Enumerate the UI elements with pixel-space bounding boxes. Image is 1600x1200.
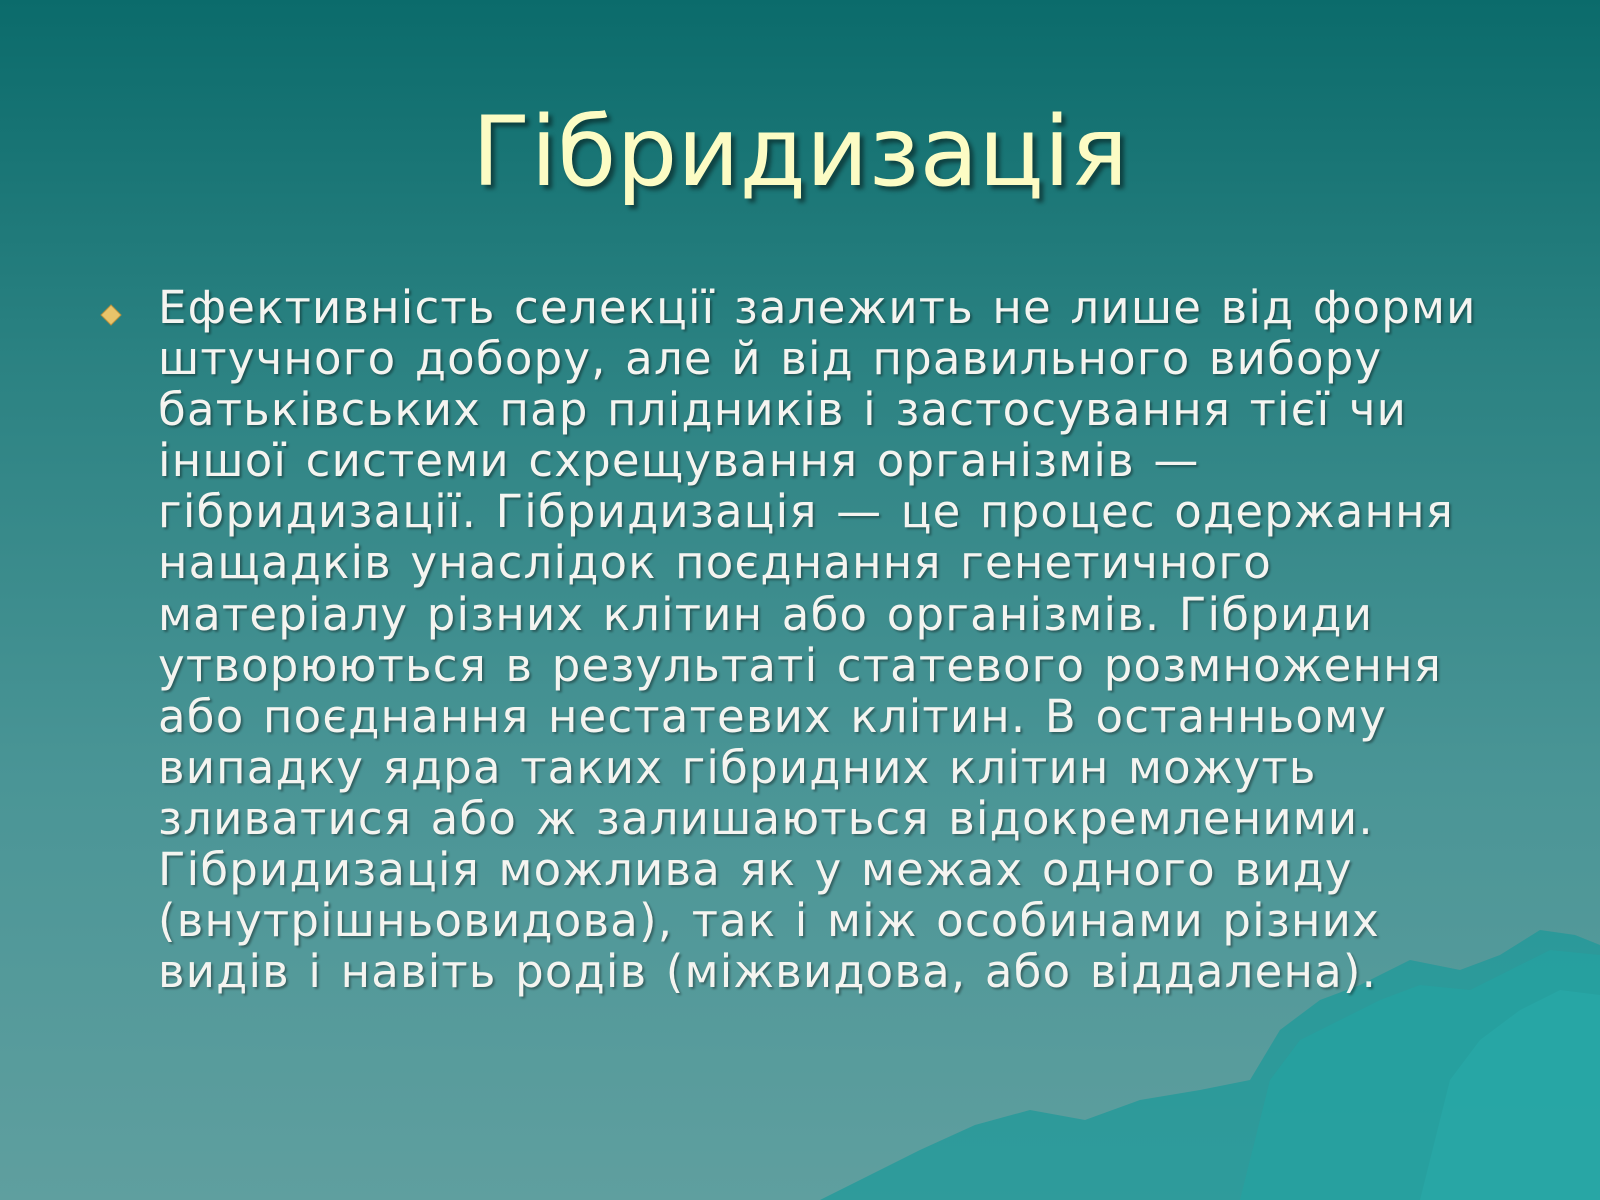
diamond-bullet-icon xyxy=(100,304,122,326)
bullet-item xyxy=(100,282,1500,997)
slide-title: Гібридизація xyxy=(471,96,1129,208)
bullet-text: Ефективність селекції залежить не лише від форми штучного добору, але й від правильного вибору батьківських пар плідників і застосування тієї чи іншої системи схрещування організмів — гібридизації. Гібридизація — це процес одержання нащадків унаслідок поєднання генетичного матеріалу різних клітин або організмів. Гібриди утворюються в результаті статевого розмноження або поєднання нестатевих клітин. В останньому випадку ядра таких гібридних клітин можуть зливатися або ж залишаються відокремленими. Гібридизація можлива як у межах одного виду (внутрішньовидова), так і між особинами різних видів і навіть родів (міжвидова, або віддалена). xyxy=(158,281,1477,999)
